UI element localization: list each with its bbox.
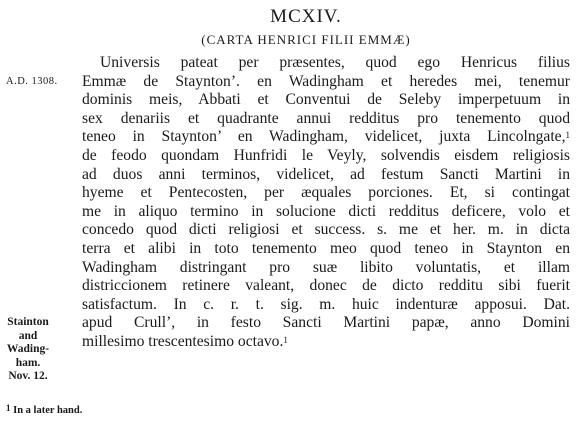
body-line: me in aliquo termino in solucione dicti redditus deficere, volo et (82, 202, 570, 220)
margin-place-line: ham. (15, 356, 41, 369)
body-line-text: millesimo trescentesimo octavo. (82, 332, 284, 350)
footnote-text: In a later hand. (13, 405, 83, 416)
charter-title: (CARTA HENRICI FILII EMMÆ) (201, 32, 411, 47)
body-line: apud Crull’, in festo Sancti Martini papæ, anno Domini (82, 314, 570, 332)
margin-place-line: and (18, 329, 38, 342)
body-line: de feodo quondam Hunfridi le Veyly, solvendis eisdem religiosis (82, 146, 570, 164)
body-line: dominis meis, Abbati et Conventui de Seleby imperpetuum in (82, 91, 570, 109)
body-line: hyeme et Pentecosten, per æquales porciones. Et, si contingat (82, 184, 570, 202)
footnote-ref: 1 (283, 334, 288, 345)
footnote (6, 405, 82, 416)
body-line: concedo quod dicti religiosi et success. s. me et her. m. in dicta (82, 221, 570, 239)
body-line: sex denariis et quadrante annui redditus pro tenemento quod (82, 109, 570, 127)
charter-number: MCXIV. (270, 6, 342, 27)
margin-place-line: Wading- (6, 343, 50, 355)
footnote-marker: 1 (6, 403, 11, 413)
body-line-text: teneo in Staynton’ en Wadingham, videlicet, juxta Lincolngate, (82, 128, 566, 146)
body-line: terra et alibi in toto tenemento meo quod teneo in Staynton en (82, 239, 570, 257)
charter-body (82, 54, 570, 352)
margin-place-line: Stainton (7, 316, 49, 328)
body-line: ad duos anni terminos, videlicet, ad festum Sancti Martini in (82, 165, 570, 183)
margin-date: A.D. 1308. (6, 76, 58, 87)
body-line (82, 333, 570, 352)
body-line: Universis pateat per præsentes, quod ego Henricus filius (100, 54, 570, 71)
footnote-ref: 1 (565, 130, 570, 141)
body-line: districcionem retinere valeant, donec de dicto redditu sibi fuerit (82, 277, 570, 295)
body-line: Emmæ de Staynton’. en Wadingham et heredes mei, tenemur (82, 72, 570, 90)
margin-place-note (2, 316, 54, 384)
margin-place-line: Nov. 12. (8, 370, 48, 382)
body-line (82, 128, 570, 147)
body-line: satisfactum. In c. r. t. sig. m. huic indenturæ apposui. Dat. (82, 295, 570, 313)
body-line: Wadingham distringant pro suæ libito voluntatis, et illam (82, 258, 570, 276)
